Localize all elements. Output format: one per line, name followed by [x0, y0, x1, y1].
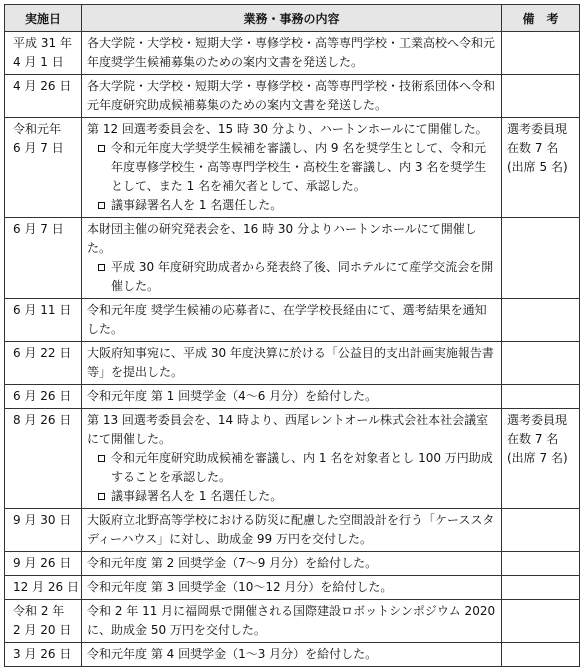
remarks-cell	[502, 342, 580, 385]
content-paragraph: 第 12 回選考委員会を、15 時 30 分より、ハートンホールにて開催した。	[87, 122, 488, 136]
table-row	[5, 643, 580, 667]
content-subitem	[87, 449, 496, 487]
table-row	[5, 385, 580, 409]
table-row	[5, 342, 580, 385]
content-subitem	[87, 196, 496, 215]
content-cell	[82, 218, 502, 299]
content-cell	[82, 576, 502, 600]
header-content: 業務・事務の内容	[82, 5, 502, 32]
content-paragraph: 令和元年度 第 4 回奨学金（1～3 月分）を給付した。	[87, 647, 378, 661]
table-row	[5, 409, 580, 509]
content-paragraph: 各大学院・大学校・短期大学・専修学校・高等専門学校・工業高校へ令和元年度奨学生候補募集のための案内文書を発送した。	[87, 36, 496, 69]
date-line: 6 月 7 日	[13, 141, 64, 155]
remarks-cell	[502, 509, 580, 552]
date-line: 2 月 20 日	[13, 623, 72, 637]
date-line: 4 月 1 日	[13, 55, 64, 69]
table-row	[5, 75, 580, 118]
content-paragraph: 令和元年度 第 2 回奨学金（7～9 月分）を給付した。	[87, 556, 378, 570]
remarks-line: (出席 5 名)	[507, 160, 568, 174]
checkbox-bullet-icon	[98, 455, 105, 462]
table-row	[5, 32, 580, 75]
content-subitem	[87, 487, 496, 506]
content-paragraph: 令和元年度 第 1 回奨学金（4～6 月分）を給付した。	[87, 389, 378, 403]
date-line: 6 月 11 日	[13, 303, 72, 317]
content-subitem	[87, 258, 496, 296]
content-paragraph: 令和元年度 第 3 回奨学金（10～12 月分）を給付した。	[87, 580, 393, 594]
content-paragraph: 大阪府立北野高等学校における防災に配慮した空間設計を行う「ケーススタディーハウス」に対し、助成金 99 万円を交付した。	[87, 513, 495, 546]
remarks-line: 選考委員現	[507, 122, 568, 136]
content-cell	[82, 600, 502, 643]
content-cell	[82, 552, 502, 576]
remarks-cell	[502, 409, 580, 509]
subitem-text: 議事録署名人を 1 名選任した。	[111, 489, 283, 503]
date-line: 8 月 26 日	[13, 413, 72, 427]
date-line: 6 月 26 日	[13, 389, 72, 403]
date-line: 6 月 22 日	[13, 346, 72, 360]
date-line: 9 月 26 日	[13, 556, 72, 570]
header-remarks: 備 考	[502, 5, 580, 32]
date-cell	[5, 600, 82, 643]
content-cell	[82, 299, 502, 342]
remarks-line: 在数 7 名	[507, 432, 559, 446]
checkbox-bullet-icon	[98, 145, 105, 152]
date-line: 令和元年	[13, 122, 62, 136]
checkbox-bullet-icon	[98, 264, 105, 271]
checkbox-bullet-icon	[98, 493, 105, 500]
remarks-cell	[502, 218, 580, 299]
remarks-line: 選考委員現	[507, 413, 568, 427]
table-row	[5, 600, 580, 643]
remarks-cell	[502, 552, 580, 576]
date-cell	[5, 75, 82, 118]
date-cell	[5, 552, 82, 576]
subitem-text: 令和元年度研究助成候補を審議し、内 1 名を対象者とし 100 万円助成することを承認した。	[111, 451, 493, 484]
table-body	[5, 32, 580, 667]
date-cell	[5, 576, 82, 600]
content-paragraph: 本財団主催の研究発表会を、16 時 30 分よりハートンホールにて開催した。	[87, 222, 477, 255]
date-cell	[5, 299, 82, 342]
subitem-text: 議事録署名人を 1 名選任した。	[111, 198, 283, 212]
date-cell	[5, 32, 82, 75]
date-line: 平成 31 年	[13, 36, 72, 50]
date-line: 令和 2 年	[13, 604, 65, 618]
date-cell	[5, 385, 82, 409]
activity-table	[4, 4, 580, 667]
remarks-line: 在数 7 名	[507, 141, 559, 155]
date-cell	[5, 643, 82, 667]
remarks-cell	[502, 643, 580, 667]
content-cell	[82, 75, 502, 118]
content-cell	[82, 509, 502, 552]
date-cell	[5, 342, 82, 385]
date-cell	[5, 118, 82, 218]
table-row	[5, 509, 580, 552]
content-cell	[82, 32, 502, 75]
remarks-cell	[502, 600, 580, 643]
checkbox-bullet-icon	[98, 202, 105, 209]
activity-report	[4, 4, 579, 667]
subitem-text: 平成 30 年度研究助成者から発表終了後、同ホテルにて産学交流会を開催した。	[111, 260, 494, 293]
table-row	[5, 576, 580, 600]
content-cell	[82, 385, 502, 409]
remarks-cell	[502, 75, 580, 118]
table-header-row	[5, 5, 580, 32]
header-date: 実施日	[5, 5, 82, 32]
date-line: 4 月 26 日	[13, 79, 72, 93]
content-subitem	[87, 139, 496, 196]
remarks-cell	[502, 32, 580, 75]
content-cell	[82, 643, 502, 667]
date-line: 6 月 7 日	[13, 222, 64, 236]
date-cell	[5, 409, 82, 509]
content-paragraph: 令和元年度 奨学生候補の応募者に、在学学校長経由にて、選考結果を通知した。	[87, 303, 487, 336]
content-cell	[82, 409, 502, 509]
subitem-text: 令和元年度大学奨学生候補を審議し、内 9 名を奨学生として、令和元年度専修学校生・高等専門学校生・高校生を審議し、内 3 名を奨学生として、また 1 名を補欠者として、承認した。	[111, 141, 487, 193]
content-paragraph: 各大学院・大学校・短期大学・専修学校・高等専門学校・技術系団体へ令和元年度研究助成候補募集のための案内文書を発送した。	[87, 79, 496, 112]
table-row	[5, 218, 580, 299]
content-paragraph: 第 13 回選考委員会を、14 時より、西尾レントオール株式会社本社会議室にて開催した。	[87, 413, 489, 446]
content-paragraph: 令和 2 年 11 月に福岡県で開催される国際建設ロボットシンポジウム 2020 に、助成金 50 万円を交付した。	[87, 604, 496, 637]
remarks-cell	[502, 576, 580, 600]
remarks-cell	[502, 299, 580, 342]
table-row	[5, 299, 580, 342]
date-cell	[5, 218, 82, 299]
remarks-cell	[502, 118, 580, 218]
content-cell	[82, 118, 502, 218]
date-line: 3 月 26 日	[13, 647, 72, 661]
remarks-cell	[502, 385, 580, 409]
remarks-line: (出席 7 名)	[507, 451, 568, 465]
content-paragraph: 大阪府知事宛に、平成 30 年度決算に於ける「公益目的支出計画実施報告書等」を提出した。	[87, 346, 494, 379]
date-line: 9 月 30 日	[13, 513, 72, 527]
content-cell	[82, 342, 502, 385]
table-row	[5, 552, 580, 576]
date-cell	[5, 509, 82, 552]
date-line: 12 月 26 日	[13, 580, 79, 594]
table-row	[5, 118, 580, 218]
